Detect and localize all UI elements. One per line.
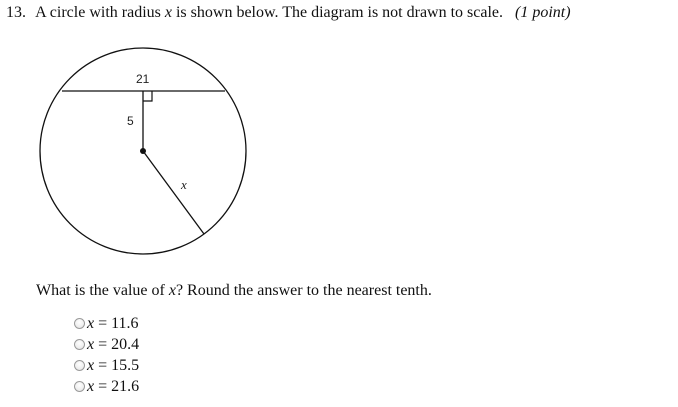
choice-value: 11.6 xyxy=(111,314,139,332)
radio-button-icon[interactable] xyxy=(74,360,85,371)
radio-button-icon[interactable] xyxy=(74,318,85,329)
choice-value: 20.4 xyxy=(111,335,140,353)
radius-label: x xyxy=(181,177,187,192)
answer-choice-2[interactable] xyxy=(74,334,139,355)
choice-equals: = xyxy=(98,335,108,353)
question-text-after: is shown below. The diagram is not drawn to scale. xyxy=(175,4,504,21)
question-points: (1 point) xyxy=(515,4,571,21)
answer-choice-3[interactable] xyxy=(74,355,139,376)
prompt-variable: x xyxy=(168,282,176,299)
radio-button-icon[interactable] xyxy=(74,339,85,350)
choice-variable: x xyxy=(87,377,95,395)
question-prompt xyxy=(36,282,432,300)
radius-segment xyxy=(143,151,204,234)
choice-equals: = xyxy=(98,356,108,374)
choice-variable: x xyxy=(87,314,95,332)
choice-value: 15.5 xyxy=(111,356,140,374)
chord-label: 21 xyxy=(136,72,150,86)
choice-equals: = xyxy=(98,314,108,332)
choice-value: 21.6 xyxy=(111,377,140,395)
radio-button-icon[interactable] xyxy=(74,381,85,392)
question-variable: x xyxy=(164,4,172,21)
choice-variable: x xyxy=(87,335,95,353)
prompt-text-after: ? Round the answer to the nearest tenth. xyxy=(175,282,432,299)
answer-choices xyxy=(74,313,139,397)
answer-choice-1[interactable] xyxy=(74,313,139,334)
answer-choice-4[interactable] xyxy=(74,376,139,397)
center-point xyxy=(140,148,146,154)
choice-variable: x xyxy=(87,356,95,374)
prompt-text-before: What is the value of xyxy=(36,282,165,299)
right-angle-marker xyxy=(143,91,152,101)
distance-label: 5 xyxy=(127,114,134,128)
question-number: 13. xyxy=(6,4,26,21)
choice-equals: = xyxy=(98,377,108,395)
question-text-before: A circle with radius xyxy=(35,4,161,21)
